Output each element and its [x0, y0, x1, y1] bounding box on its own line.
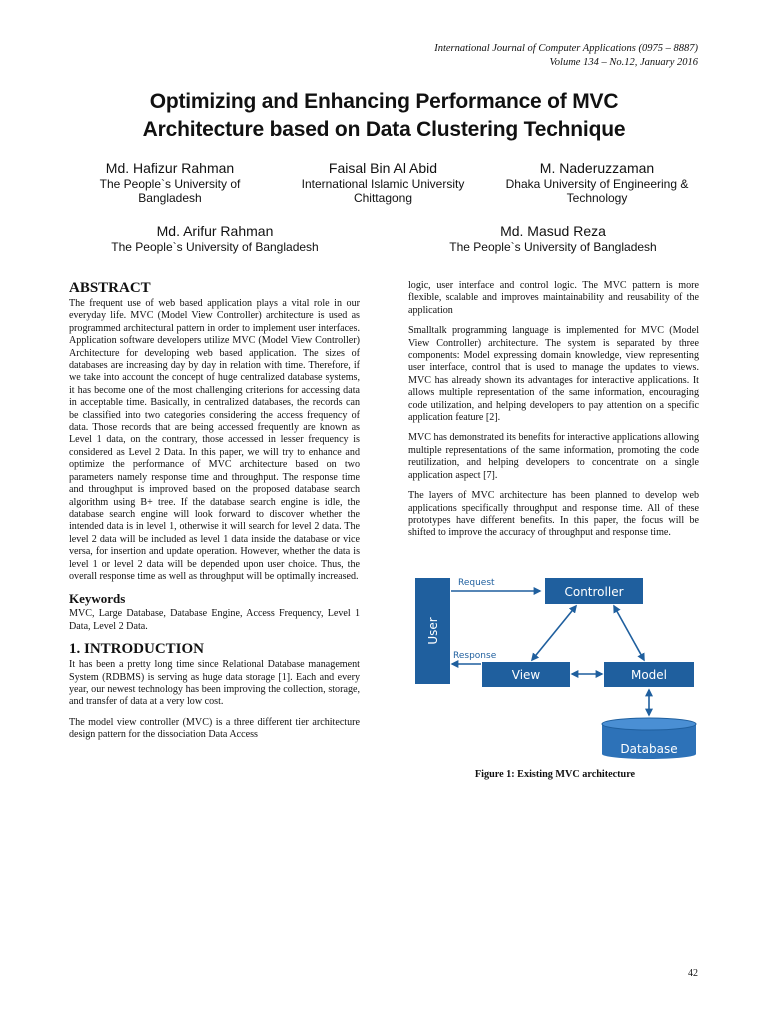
author-name: Md. Hafizur Rahman: [105, 160, 235, 176]
left-column: [69, 280, 360, 750]
figure-caption: Figure 1: Existing MVC architecture: [474, 769, 636, 780]
mvc-architecture-diagram: [408, 572, 702, 764]
controller-label: Controller: [564, 585, 624, 599]
database-label: Database: [620, 742, 678, 756]
model-label: Model: [630, 668, 668, 682]
introduction-paragraph: It has been a pretty long time since Relational Database management System (RDBMS) is serving as huge data storage [1]. Each and every year, our newest technology has been improving the collection, storage, and transfer of data at a very low cost.: [69, 659, 360, 708]
body-paragraph: logic, user interface and control logic. The MVC pattern is more flexible, scalable and improves maintainability and reusability of the application: [408, 280, 699, 316]
author-block: [494, 159, 700, 205]
keywords-heading: Keywords: [69, 591, 126, 607]
body-paragraph: The layers of MVC architecture has been planned to develop web applications specifically throughput and response time. All of these prototypes have different benefits. In this paper, the focus will be shifted to improve the accuracy of throughput and response time.: [408, 490, 699, 539]
introduction-paragraph: The model view controller (MVC) is a three different tier architecture design pattern for the dissociation Data Access: [69, 716, 360, 741]
body-paragraph: Smalltalk programming language is implemented for MVC (Model View Controller) architecture. The system is separated by three components: Model expressing domain knowledge, view representing user interface, control that is used to manage the updates to views. MVC has already shown its advantages for interactive applications. It allows multiple representation of the same information, encouraging code utilization, and helping developers to pay attention on a specific application feature [2].: [408, 325, 699, 424]
author-name: Faisal Bin Al Abid: [328, 160, 438, 176]
controller-view-arrow: [532, 606, 576, 660]
keywords-text: MVC, Large Database, Database Engine, Access Frequency, Level 1 Data, Level 2 Data.: [69, 608, 360, 632]
request-label: Request: [458, 578, 495, 588]
author-name: M. Naderuzzaman: [539, 160, 655, 176]
author-block: [80, 159, 260, 205]
title-line-1: Optimizing and Enhancing Performance of MVC: [149, 90, 619, 113]
author-name: Md. Masud Reza: [500, 223, 606, 239]
author-block: [428, 222, 678, 254]
abstract-text: The frequent use of web based application plays a vital role in our everyday life. MVC (Model View Controller) architecture is used as programmed architectural pattern in order to implement user interfaces. Application software developers utilize MVC (Model View Controller) Architecture for developing web based application. The sizes of databases are increasing day by day in relation with time. Therefore, if we take into account the concept of huge centralized database systems, it has become one of the most challenging criterions for accessing data in acceptable time. Basically, in centralized databases, the records can be classified into two categories considering the access frequency of data. Those records that are being accessed frequently are known as Level 1 data, on the contrary, those accessed in lesser frequency is considered as Level 2 Data. In this paper, we will try to enhance and optimize the performance of MVC architecture based on two parameters namely response time and throughput. The response time and throughput is improved based on the proposed database search algorithm using B+ tree. If the database search engine is idle, the database search engine will look forward to discover whether the intended data is in level 1, otherwise it will search for level 2 data. The level 2 data will be included as level 1 data inside the database or vice versa, for insertion and update operation. However, whether the data is level 1 or level 2 data will be depended upon user choice. Thus, the overall response time as well as throughput will be optimally increased.: [69, 298, 360, 582]
journal-header: [434, 42, 698, 70]
body-paragraph: MVC has demonstrated its benefits for interactive applications allowing multiple representations of the same information, promoting the code reutilization, and helping developers to concentrate on a single application aspect [7].: [408, 432, 699, 481]
page-number: 42: [688, 968, 698, 979]
author-affiliation: The People`s University of Bangladesh: [449, 240, 657, 254]
author-block: [90, 222, 340, 254]
author-affiliation: Bangladesh: [138, 191, 202, 205]
controller-model-arrow: [614, 606, 644, 660]
introduction-heading: 1. INTRODUCTION: [69, 641, 205, 658]
user-label: User: [426, 617, 440, 645]
title-line-2: Architecture based on Data Clustering Technique: [142, 118, 626, 141]
author-affiliation: International Islamic University: [301, 177, 465, 191]
author-affiliation: Chittagong: [353, 191, 413, 205]
view-label: View: [511, 668, 541, 682]
author-affiliation: The People`s University of: [99, 177, 241, 191]
author-affiliation: The People`s University of Bangladesh: [111, 240, 319, 254]
journal-name: International Journal of Computer Applications (0975 – 8887): [434, 43, 698, 54]
abstract-heading: ABSTRACT: [69, 280, 151, 296]
author-affiliation: Dhaka University of Engineering &: [505, 177, 689, 191]
paper-title: [0, 88, 768, 144]
author-affiliation: Technology: [566, 191, 628, 205]
journal-volume: Volume 134 – No.12, January 2016: [549, 57, 698, 68]
right-column: [408, 280, 699, 548]
response-label: Response: [453, 651, 497, 661]
author-name: Md. Arifur Rahman: [156, 223, 274, 239]
author-block: [283, 159, 483, 205]
